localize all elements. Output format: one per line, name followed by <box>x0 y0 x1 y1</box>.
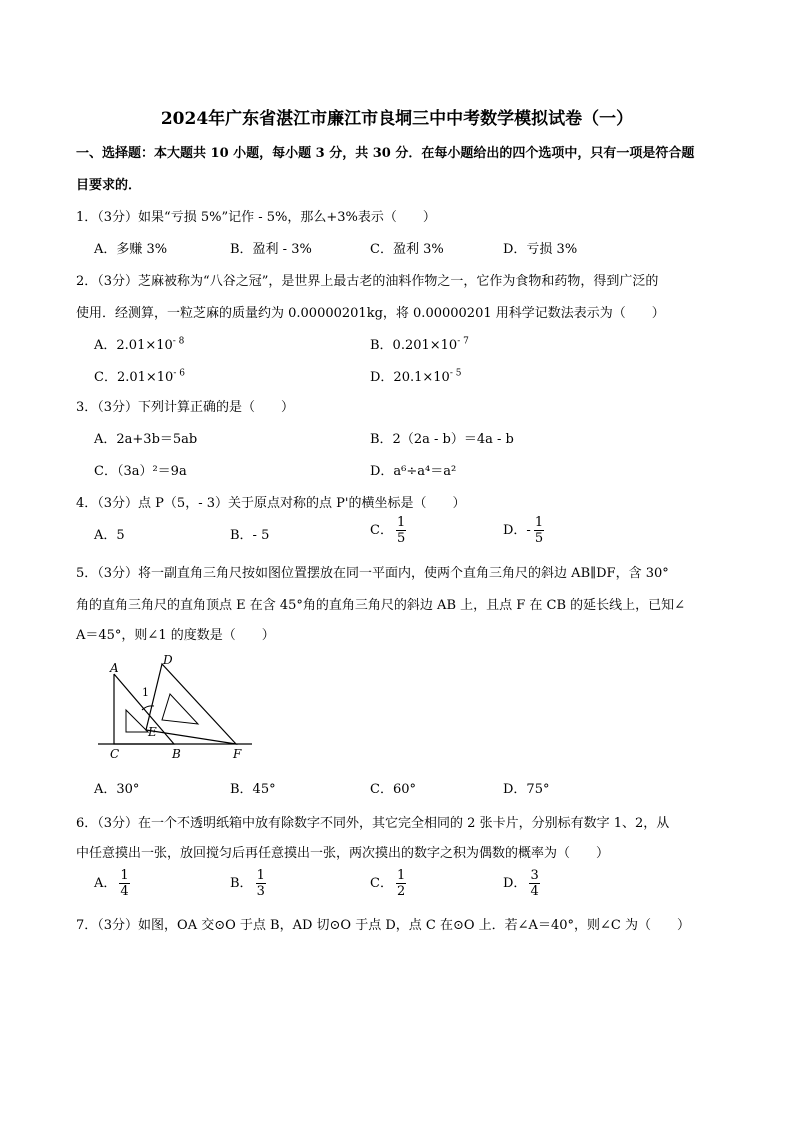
section-heading-line2: 目要求的． <box>76 178 142 193</box>
label-a: A <box>110 661 119 675</box>
section-heading-line1: 一、选择题：本大题共 10 小题，每小题 3 分，共 30 分．在每小题给出的四个选项中，只有一项是符合题 <box>76 146 695 161</box>
q3-option-d: D．a⁶÷a⁴＝a² <box>370 464 457 479</box>
q3-option-a: A．2a+3b＝5ab <box>94 432 198 447</box>
q3-stem: 3．（3分）下列计算正确的是（ ） <box>76 400 295 415</box>
label-c: C <box>110 747 120 761</box>
q4-option-d: D．- $\frac{1}{5}$ <box>503 515 544 546</box>
q1-option-b: B．盈利 - 3% <box>230 242 312 257</box>
label-one: 1 <box>142 686 149 699</box>
q6-option-d: D． $\frac{3}{4}$ <box>503 868 539 899</box>
page-title: 2024年广东省湛江市廉江市良垌三中中考数学模拟试卷（一） <box>160 109 634 129</box>
q4-option-b: B．- 5 <box>230 528 270 543</box>
q5-triangle-figure <box>90 650 260 765</box>
q4-option-a: A．5 <box>94 528 125 543</box>
q6-option-c: C． $\frac{1}{2}$ <box>370 868 406 899</box>
q6-stem-line2: 中任意摸出一张，放回搅匀后再任意摸出一张，两次摸出的数字之积为偶数的概率为（ ） <box>76 846 610 861</box>
q5-stem-line1: 5．（3分）将一副直角三角尺按如图位置摆放在同一平面内，使两个直角三角尺的斜边 AB∥DF，含 30° <box>76 566 669 581</box>
q6-stem-line1: 6．（3分）在一个不透明纸箱中放有除数字不同外，其它完全相同的 2 张卡片，分别标有数字 1、2，从 <box>76 816 670 831</box>
label-b: B <box>172 747 181 761</box>
q5-option-c: C．60° <box>370 782 416 797</box>
q2-option-c: C．$2.01\times 10^{- 6}$ <box>94 368 185 385</box>
q5-option-b: B．45° <box>230 782 276 797</box>
q5-stem-line3: A＝45°，则∠1 的度数是（ ） <box>76 628 275 643</box>
q1-option-d: D．亏损 3% <box>503 242 578 257</box>
label-f: F <box>233 747 242 761</box>
q1-option-c: C．盈利 3% <box>370 242 444 257</box>
label-e: E <box>148 725 157 739</box>
q5-stem-line2: 角的直角三角尺的直角顶点 E 在含 45°角的直角三角尺的斜边 AB 上，且点 F 在 CB 的延长线上，已知∠ <box>76 598 686 613</box>
q6-option-b: B． $\frac{1}{3}$ <box>230 868 265 899</box>
q5-option-d: D．75° <box>503 782 550 797</box>
q1-stem: 1．（3分）如果“亏损 5%”记作 - 5%，那么+3%表示（ ） <box>76 210 436 225</box>
q7-stem: 7．（3分）如图，OA 交⊙O 于点 B，AD 切⊙O 于点 D，点 C 在⊙O 上．若∠A＝40°，则∠C 为（ ） <box>76 918 690 933</box>
q1-option-a: A．多赚 3% <box>94 242 168 257</box>
q5-option-a: A．30° <box>94 782 140 797</box>
q2-stem-line2: 使用．经测算，一粒芝麻的质量约为 0.00000201kg，将 0.00000201 用科学记数法表示为（ ） <box>76 306 665 321</box>
q2-stem-line1: 2．（3分）芝麻被称为“八谷之冠”，是世界上最古老的油料作物之一，它作为食物和药物，得到广泛的 <box>76 274 659 289</box>
q3-option-c: C．（3a）²＝9a <box>94 464 187 479</box>
q4-stem: 4．（3分）点 P（5，- 3）关于原点对称的点 P'的横坐标是（ ） <box>76 496 466 511</box>
q3-option-b: B．2（2a - b）＝4a - b <box>370 432 514 447</box>
q4-option-c: C． $\frac{1}{5}$ <box>370 515 406 546</box>
label-d: D <box>163 653 173 667</box>
q2-option-a: A．$2.01\times 10^{- 8}$ <box>94 336 185 353</box>
q6-option-a: A． $\frac{1}{4}$ <box>94 868 129 899</box>
q2-option-d: D．$20.1\times 10^{- 5}$ <box>370 368 462 385</box>
q2-option-b: B．$0.201\times 10^{- 7}$ <box>370 336 469 353</box>
